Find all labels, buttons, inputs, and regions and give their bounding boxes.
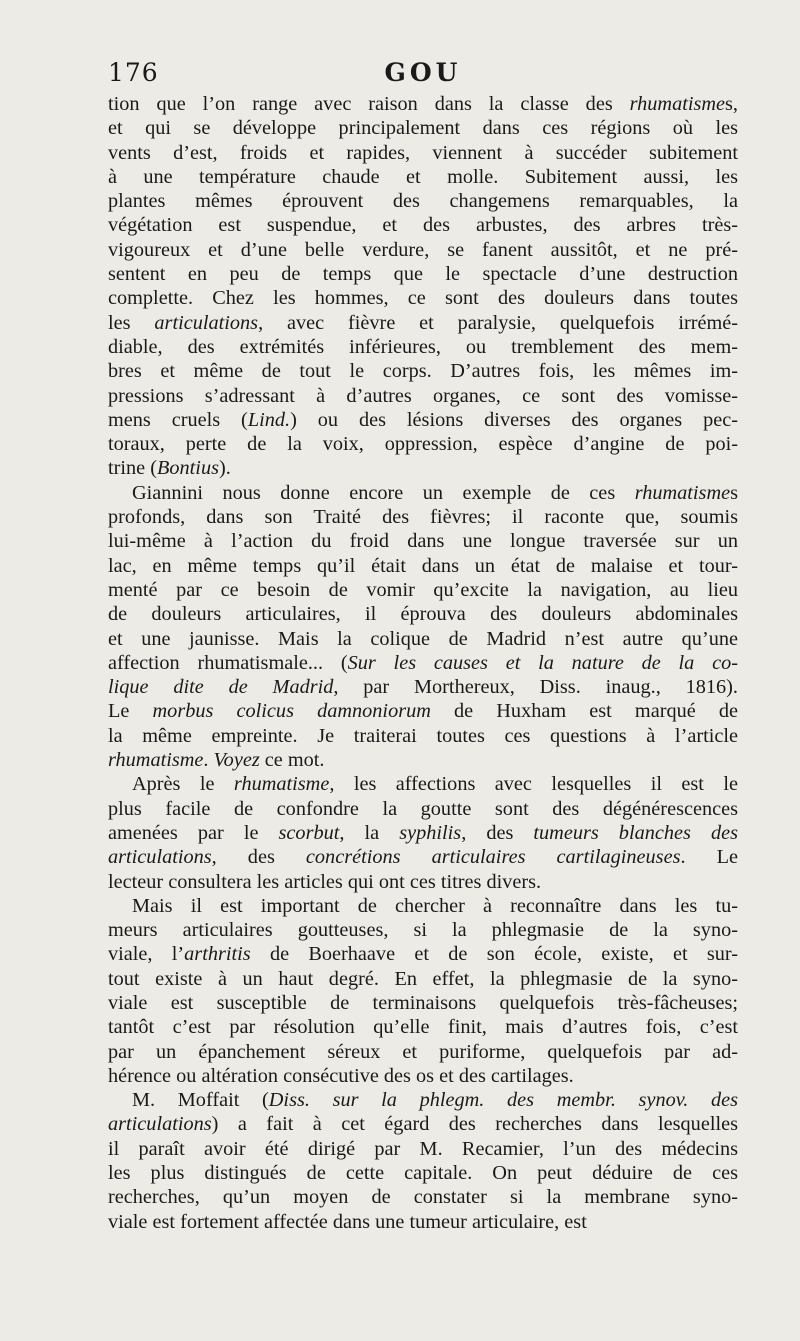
text-line: de douleurs articulaires, il éprouva des douleurs abdominales	[108, 603, 738, 626]
text-line: par un épanchement séreux et puriforme, quelquefois par ad-	[108, 1040, 738, 1063]
text-line: articulations, des concrétions articulaires cartilagineuses. Le	[108, 846, 738, 869]
text-line: il paraît avoir été dirigé par M. Recamier, l’un des médecins	[108, 1137, 738, 1160]
text-line: rhumatisme. Voyez ce mot.	[108, 749, 325, 772]
text-line: recherches, qu’un moyen de constater si la membrane syno-	[108, 1186, 738, 1209]
paragraph	[108, 481, 738, 773]
text-line: et qui se développe principalement dans ces régions où les	[108, 117, 738, 140]
text-line: amenées par le scorbut, la syphilis, des tumeurs blanches des	[108, 821, 738, 844]
text-line: la même empreinte. Je traiterai toutes ces questions à l’article	[108, 724, 738, 747]
text-line: plantes mêmes éprouvent des changemens remarquables, la	[108, 190, 738, 213]
text-line: Mais il est important de chercher à reconnaître dans les tu-	[132, 894, 738, 917]
page-number: 176	[108, 58, 159, 87]
text-line: viale est fortement affectée dans une tumeur articulaire, est	[108, 1210, 587, 1233]
paragraph	[108, 894, 738, 1088]
text-line: plus facile de confondre la goutte sont des dégénérescences	[108, 797, 738, 820]
text-line: lique dite de Madrid, par Morthereux, Diss. inaug., 1816).	[108, 676, 738, 699]
text-line: hérence ou altération consécutive des os et des cartilages.	[108, 1064, 574, 1087]
text-line: pressions s’adressant à d’autres organes, ce sont des vomisse-	[108, 384, 738, 407]
text-line: affection rhumatismale... (Sur les causes et la nature de la co-	[108, 651, 738, 674]
text-line: trine (Bontius).	[108, 457, 231, 480]
text-line: les plus distingués de cette capitale. On peut déduire de ces	[108, 1162, 738, 1185]
text-line: à une température chaude et molle. Subitement aussi, les	[108, 165, 738, 188]
text-line: végétation est suspendue, et des arbustes, des arbres très-	[108, 214, 738, 237]
text-line: toraux, perte de la voix, oppression, espèce d’angine de poi-	[108, 433, 738, 456]
text-line: vents d’est, froids et rapides, viennent à succéder subitement	[108, 141, 738, 164]
text-line: tion que l’on range avec raison dans la classe des rhumatismes,	[108, 93, 738, 115]
text-line: lecteur consultera les articles qui ont ces titres divers.	[108, 870, 542, 893]
text-line: M. Moffait (Diss. sur la phlegm. des membr. synov. des	[132, 1089, 738, 1112]
text-line: lac, en même temps qu’il était dans un état de malaise et tour-	[108, 554, 738, 577]
text-line: diable, des extrémités inférieures, ou tremblement des mem-	[108, 335, 738, 358]
text-line: complette. Chez les hommes, ce sont des douleurs dans toutes	[108, 287, 738, 310]
text-line: bres et même de tout le corps. D’autres fois, les mêmes im-	[108, 360, 738, 383]
text-line: articulations) a fait à cet égard des recherches dans lesquelles	[108, 1113, 738, 1136]
paragraph	[108, 772, 738, 893]
text-line: Après le rhumatisme, les affections avec lesquelles il est le	[132, 773, 738, 796]
text-line: viale est susceptible de terminaisons quelquefois très-fâcheuses;	[108, 991, 738, 1014]
text-line: lui-même à l’action du froid dans une longue traversée sur un	[108, 530, 738, 553]
text-line: tantôt c’est par résolution qu’elle finit, mais d’autres fois, c’est	[108, 1016, 738, 1039]
body-text	[108, 92, 738, 1234]
text-line: et une jaunisse. Mais la colique de Madrid n’est autre qu’une	[108, 627, 738, 650]
text-line: meurs articulaires goutteuses, si la phlegmasie de la syno-	[108, 919, 738, 942]
text-line: les articulations, avec fièvre et paralysie, quelquefois irrémé-	[108, 311, 738, 334]
text-line: viale, l’arthritis de Boerhaave et de son école, existe, et sur-	[108, 943, 738, 966]
paragraph	[108, 1088, 738, 1234]
text-line: menté par ce besoin de vomir qu’excite la navigation, au lieu	[108, 578, 738, 601]
text-line: Le morbus colicus damnoniorum de Huxham est marqué de	[108, 700, 738, 723]
text-line: profonds, dans son Traité des fièvres; il raconte que, soumis	[108, 506, 738, 529]
text-line: sentent en peu de temps que le spectacle d’une destruction	[108, 263, 738, 286]
text-line: Giannini nous donne encore un exemple de ces rhumatismes	[132, 481, 738, 504]
running-head: GOU	[384, 58, 462, 87]
page-header	[108, 58, 738, 92]
text-line: mens cruels (Lind.) ou des lésions diverses des organes pec-	[108, 408, 739, 431]
paragraph	[108, 92, 738, 481]
text-line: vigoureux et d’une belle verdure, se fanent aussitôt, et ne pré-	[108, 238, 738, 261]
text-line: tout existe à un haut degré. En effet, la phlegmasie de la syno-	[108, 967, 738, 990]
